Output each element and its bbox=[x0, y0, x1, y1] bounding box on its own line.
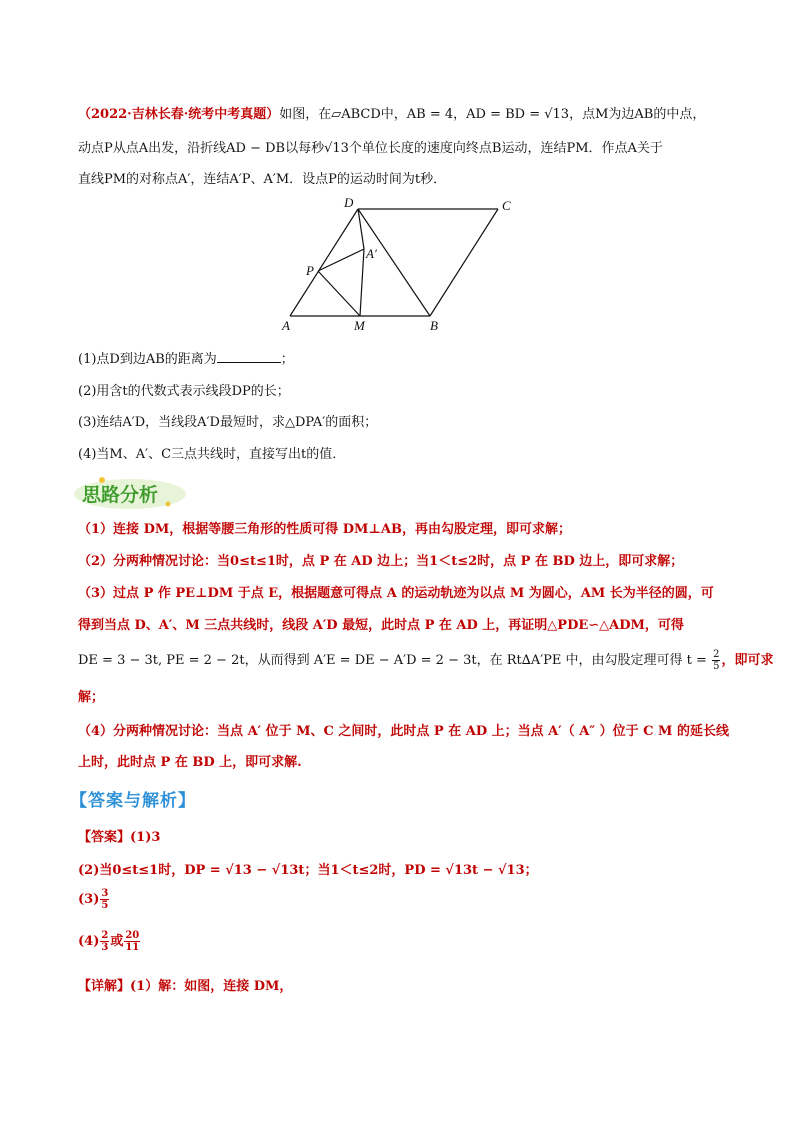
problem-line-3: 直线PM的对称点A′，连结A′P、A′M．设点P的运动时间为t秒． bbox=[78, 172, 447, 187]
analysis-step-3a: （3）过点 P 作 PE⊥DM 于点 E，根据题意可得点 A 的运动轨迹为以点 M 为圆心，AM 长为半径的圆，可 bbox=[78, 586, 714, 601]
analysis-step-4b: 上时，此时点 P 在 BD 上，即可求解. bbox=[78, 755, 302, 770]
answer-3-prefix: (3) bbox=[78, 892, 100, 907]
question-1 bbox=[78, 348, 294, 367]
question-1-suffix: ； bbox=[280, 352, 294, 367]
fraction-2-5 bbox=[712, 649, 720, 672]
parallelogram-diagram bbox=[270, 192, 530, 334]
analysis-logo-text: 思路分析 bbox=[82, 484, 159, 506]
label-A: A bbox=[282, 318, 290, 333]
label-D: D bbox=[344, 195, 354, 210]
answer-4-denominator-2: 11 bbox=[125, 942, 140, 953]
analysis-step-3d: 解； bbox=[78, 690, 105, 705]
answer-4 bbox=[78, 930, 141, 953]
question-3: (3)连结A′D，当线段A′D最短时，求△DPA′的面积； bbox=[78, 415, 378, 430]
answer-blank bbox=[217, 348, 281, 363]
question-1-text: (1)点D到边AB的距离为 bbox=[78, 352, 217, 367]
label-C: C bbox=[502, 198, 511, 213]
answer-2: (2)当0≤t≤1时，DP = √13 − √13t；当1＜t≤2时，PD = √13t − √13； bbox=[78, 863, 538, 878]
label-M: M bbox=[354, 318, 365, 333]
answer-4-or: 或 bbox=[110, 934, 124, 949]
problem-source: （2022·吉林长春·统考中考真题） bbox=[78, 107, 280, 122]
answer-3-fraction bbox=[100, 888, 109, 911]
label-A-prime: A′ bbox=[366, 246, 377, 261]
detail-start: 【详解】(1）解：如图，连接 DM， bbox=[78, 979, 293, 994]
analysis-step-4a: （4）分两种情况讨论：当点 A′ 位于 M、C 之间时，此时点 P 在 AD 上；当点 A′（ A″ ）位于 C M 的延长线 bbox=[78, 724, 729, 739]
analysis-step-3b: 得到当点 D、A′、M 三点共线时，线段 A′D 最短，此时点 P 在 AD 上，再证明△PDE∽△ADM，可得 bbox=[78, 618, 684, 633]
fraction-denominator: 5 bbox=[713, 661, 720, 672]
answer-1: 【答案】(1)3 bbox=[78, 830, 161, 845]
answer-3-numerator: 3 bbox=[101, 888, 109, 899]
problem-line-1 bbox=[78, 103, 705, 122]
fraction-numerator: 2 bbox=[713, 649, 720, 660]
answer-3-denominator: 5 bbox=[101, 900, 109, 911]
answer-section-title: 【答案与解析】 bbox=[70, 791, 196, 811]
analysis-step-1: （1）连接 DM，根据等腰三角形的性质可得 DM⊥AB，再由勾股定理，即可求解； bbox=[78, 522, 571, 537]
answer-4-denominator-1: 3 bbox=[101, 942, 109, 953]
analysis-step-3c bbox=[78, 649, 773, 672]
analysis-step-2: （2）分两种情况讨论：当0≤t≤1时，点 P 在 AD 边上；当1＜t≤2时，点 P 在 BD 边上，即可求解； bbox=[78, 554, 684, 569]
label-B: B bbox=[430, 318, 438, 333]
answer-4-fraction-1 bbox=[100, 930, 109, 953]
question-2: (2)用含t的代数式表示线段DP的长； bbox=[78, 384, 290, 399]
question-4: (4)当M、A′、C三点共线时，直接写出t的值． bbox=[78, 447, 346, 462]
answer-4-numerator-1: 2 bbox=[101, 930, 109, 941]
answer-4-numerator-2: 20 bbox=[125, 930, 140, 941]
answer-4-fraction-2 bbox=[124, 930, 140, 953]
analysis-logo bbox=[72, 472, 190, 512]
analysis-step-3c-post: ，即可求 bbox=[721, 653, 774, 668]
label-P: P bbox=[306, 263, 314, 278]
answer-4-prefix: (4) bbox=[78, 934, 100, 949]
problem-text-1: 如图，在▱ABCD中，AB = 4，AD = BD = √13，点M为边AB的中点， bbox=[279, 107, 706, 122]
answer-3 bbox=[78, 888, 110, 911]
problem-line-2: 动点P从点A出发，沿折线AD − DB以每秒√13个单位长度的速度向终点B运动，连结PM．作点A关于 bbox=[78, 141, 663, 156]
analysis-step-3c-pre: DE = 3 − 3t, PE = 2 − 2t，从而得到 A′E = DE − A′D = 2 − 3t，在 Rt∆A′PE 中，由勾股定理可得 t = bbox=[78, 653, 707, 668]
